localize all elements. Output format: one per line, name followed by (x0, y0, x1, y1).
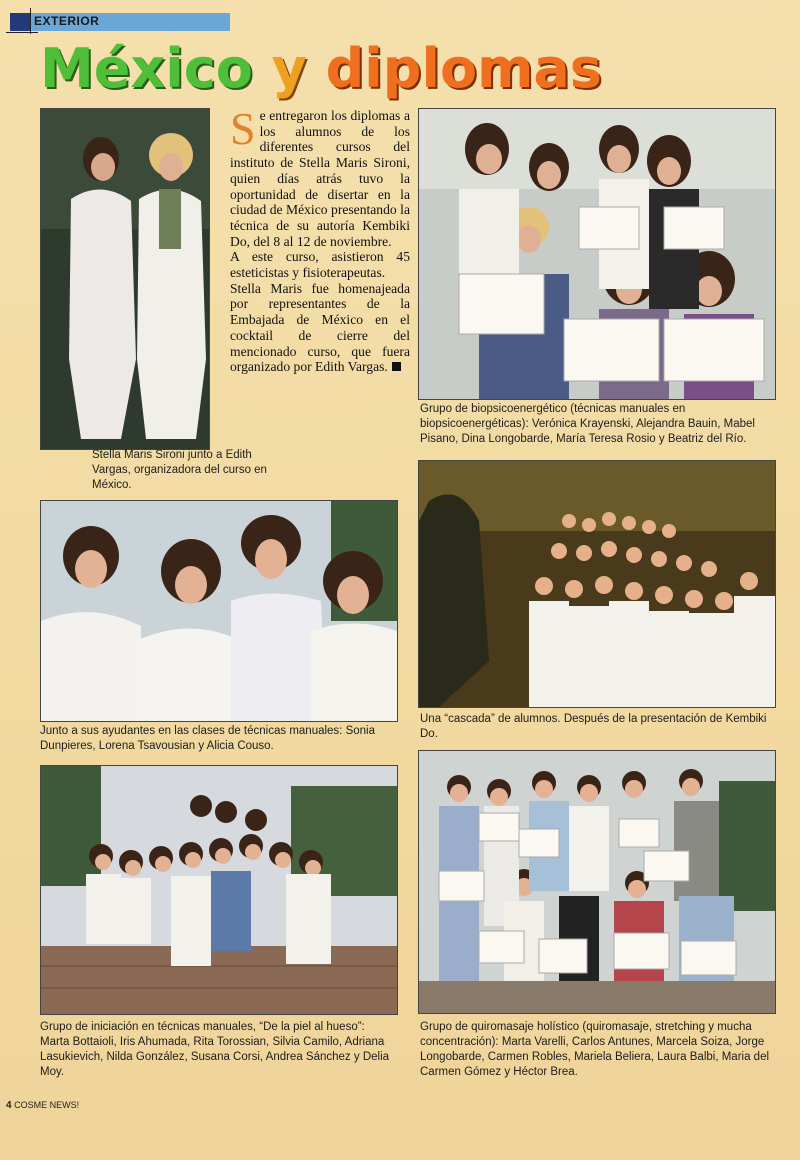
caption-quiromasaje: Grupo de quiromasaje holístico (quiromasaje, stretching y mucha concentración): Marta Varelli, Carlos Antunes, Marcela Soiza, Jorge Longobarde, Carmen Robles, Mariela Beliera, Laura Balbi, Maria del Carmen Gómez y Héctor Brea. (420, 1021, 770, 1078)
title-word-mexico: México (40, 37, 253, 100)
article-body (230, 103, 410, 375)
photo-ayudantes (40, 500, 398, 722)
caption-biopsicoenergetico: Grupo de biopsicoenergético (técnicas manuales en biopsicoenergéticas): Verónica Krayenski, Alejandra Bauin, Mabel Pisano, Dina Longobarde, María Teresa Rosio y Beatriz del Río. (420, 403, 755, 445)
page-number: 4 (6, 1100, 12, 1111)
section-label: EXTERIOR (34, 14, 100, 28)
photo-biopsicoenergetico (418, 108, 776, 400)
caption-ayudantes: Junto a sus ayudantes en las clases de técnicas manuales: Sonia Dunpieres, Lorena Tsavousian y Alicia Couso. (40, 725, 375, 752)
page-title (40, 34, 602, 104)
caption-cascada: Una “cascada” de alumnos. Después de la presentación de Kembiki Do. (420, 713, 767, 740)
title-word-diplomas: diplomas (325, 37, 602, 100)
page-footer (6, 1100, 79, 1111)
end-mark (392, 362, 401, 371)
dropcap: S (230, 103, 256, 154)
article-paragraph-1: e entregaron los diplomas a los alumnos de los diferentes cursos del instituto de Stella Maris Sironi, quien días atrás tuvo la oportunidad de disertar en la ciudad de México presentando la técnica de su autoría Kembiki Do, del 8 al 12 de noviembre. (230, 108, 410, 249)
photo-sironi-vargas (40, 108, 210, 450)
article-paragraph-2: A este curso, asistieron 45 esteticistas y fisioterapeutas. (230, 249, 410, 281)
caption-iniciacion: Grupo de iniciación en técnicas manuales, “De la piel al hueso”: Marta Bottaioli, Iris Ahumada, Rita Torossian, Silvia Camilo, Adriana Lasukievich, Nilda González, Susana Corsi, Andrea Sánchez y Delia Moy. (40, 1021, 390, 1078)
photo-cascada (418, 460, 776, 708)
article-paragraph-3: Stella Maris fue homenajeada por representantes de la Embajada de México en el cocktail de cierre del mencionado curso, que fuera organizado por Edith Vargas. (230, 280, 410, 375)
magazine-name: COSME NEWS! (14, 1100, 80, 1110)
photo-quiromasaje (418, 750, 776, 1014)
title-word-y: y (271, 37, 307, 100)
caption-sironi: Stella Maris Sironi junto a Edith Vargas, organizadora del curso en México. (92, 449, 267, 491)
photo-iniciacion (40, 765, 398, 1015)
